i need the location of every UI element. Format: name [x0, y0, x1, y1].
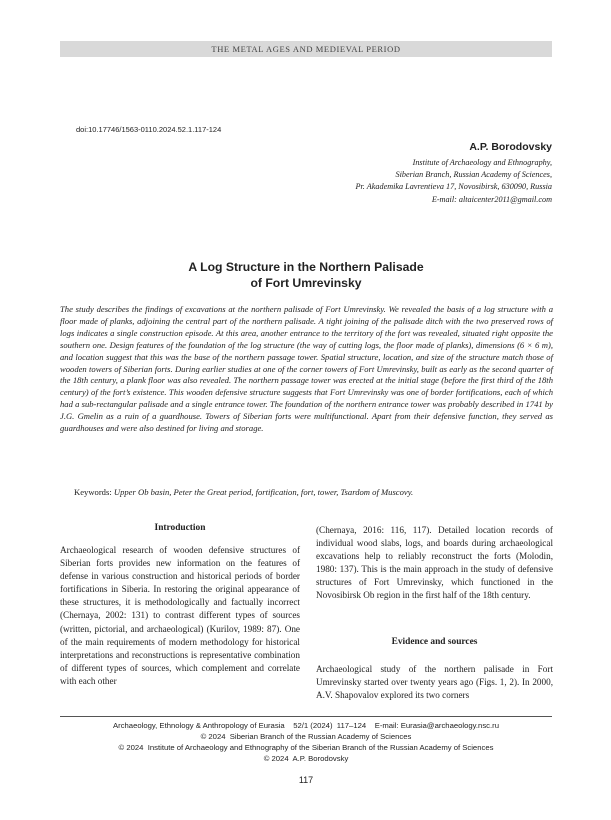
author-affiliation: [356, 157, 552, 206]
introduction-text: Archaeological research of wooden defensive structures of Siberian forts provides new information on the features of defense in various construction and historical periods of border fortifications in Siberia. In restoring the original appearance of these structures, it is methodologically and factually incorrect (Chernaya, 2002: 131) to contrast different types of sources (written, pictorial, and archaeological) (Kurilov, 1989: 87). One of the main requirements of modern methodology for historical interpretations and reconstructions is representative combination of different types of sources, which complement and correlate with each other: [60, 545, 300, 686]
evidence-text: Archaeological study of the northern palisade in Fort Umrevinsky started over twenty years ago (Figs. 1, 2). In 2000, A.V. Shapovalov explored its two corners: [316, 664, 553, 701]
keywords-value: Upper Ob basin, Peter the Great period, fortification, fort, tower, Tsardom of Muscovy.: [113, 487, 414, 497]
footer-divider: [60, 716, 552, 717]
keywords-label: Keywords:: [74, 487, 112, 497]
affiliation-line: Siberian Branch, Russian Academy of Sciences,: [395, 170, 552, 180]
journal-info: Archaeology, Ethnology & Anthropology of Eurasia 52/1 (2024) 117–124 E-mail: Eurasia@archaeology.nsc.ru: [113, 721, 499, 730]
evidence-heading: Evidence and sources: [391, 637, 478, 647]
title-line: A Log Structure in the Northern Palisade: [188, 260, 424, 274]
doi-text: doi:10.17746/1563-0110.2024.52.1.117-124: [76, 125, 222, 134]
affiliation-line: Pr. Akademika Lavrentieva 17, Novosibirsk, 630090, Russia: [355, 182, 552, 192]
introduction-continuation: (Chernaya, 2016: 116, 117). Detailed location records of individual wood slabs, logs, and boards during archaeological excavations help to reliably reconstruct the forts (Molodin, 1980: 137). This is the main approach in the study of defensive structures of Fort Umrevinsky, which functioned in the Novosibirsk Ob region in the first half of the 18th century.: [316, 525, 553, 601]
keywords: [60, 486, 553, 498]
title-line: of Fort Umrevinsky: [250, 276, 362, 290]
affiliation-line: Institute of Archaeology and Ethnography,: [412, 158, 552, 167]
article-title: [60, 259, 552, 291]
introduction-heading: Introduction: [154, 523, 206, 533]
page-number: 117: [298, 775, 314, 785]
copyright-line: © 2024 A.P. Borodovsky: [263, 754, 349, 763]
footer: [60, 720, 552, 764]
author-name: A.P. Borodovsky: [469, 141, 552, 153]
copyright-line: © 2024 Institute of Archaeology and Ethnography of the Siberian Branch of the Russian Academy of Sciences: [118, 743, 494, 752]
author-email: E-mail: altaicenter2011@gmail.com: [431, 194, 552, 204]
abstract: The study describes the findings of excavations at the northern palisade of Fort Umrevinsky. We revealed the basis of a log structure with a floor made of planks, adjoining the central part of the northern palisade. A tight joining of the palisade ditch with the two preserved rows of logs indicates a single construction episode. At this area, another entrance to the territory of the fort was revealed, situated right opposite the southern one. Design features of the foundation of the log structure (the way of cutting logs, the floor made of planks), dimensions (6 × 6 m), and location suggest that this was the base of the northern passage tower. Spatial structure, location, and size of the structure match those of wooden towers of Siberian forts. During earlier studies at one of the corner towers of Fort Umrevinsky, built as early as the second quarter of the 18th century, a plank floor was also revealed. The northern passage tower was erected at the initial stage (before the first third of the 18th century) of the fort’s existence. This wooden defensive structure suggests that Fort Umrevinsky was one of border fortifications, each of which had a sub-rectangular palisade and a single entrance tower. The foundation of the northern entrance tower was probably described in 1741 by J.G. Gmelin as a ruin of a guardhouse. Towers of Siberian forts were multifunctional. Apart from their defensive function, they served as guardhouses and were also destined for living and storage.: [60, 304, 553, 434]
section-header: THE METAL AGES AND MEDIEVAL PERIOD: [60, 41, 552, 57]
copyright-line: © 2024 Siberian Branch of the Russian Academy of Sciences: [200, 732, 412, 741]
